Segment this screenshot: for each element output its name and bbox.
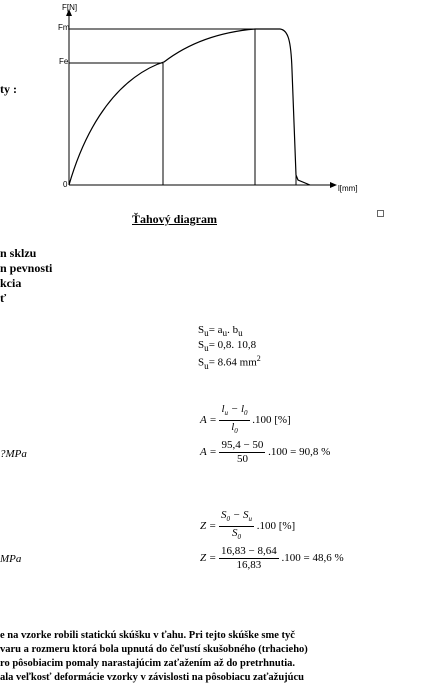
paragraph	[0, 629, 308, 685]
fragment-line3: kcia	[0, 276, 22, 290]
elongation-formula: A = $\frac{l_u - l_0}{l_0}$ .100 [%]	[200, 403, 291, 436]
tick-label-fe: Fe	[59, 57, 69, 66]
fragment-line4: ť	[0, 291, 7, 305]
fragment-line1: n sklzu	[0, 246, 37, 260]
origin-label: 0	[63, 180, 68, 189]
area-line-3: $S_u= 8.64$ $mm^2$	[198, 354, 261, 371]
elongation-result: A = $\frac{95,4 - 50}{50}$ .100 = 90,8 %	[200, 439, 331, 465]
paragraph-line: e na vzorke robili statickú skúšku v ťahu. Pri tejto skúške sme tyč	[0, 630, 295, 641]
y-axis-label: F[N]	[62, 3, 78, 12]
area-line-2: $S_u= 0,8$. 10,8	[198, 339, 257, 354]
small-square-marker	[377, 210, 384, 217]
reduction-result: Z = $\frac{16,83 - 8,64}{16,83}$ .100 = 48,6 %	[200, 545, 344, 571]
chart-title: Ťahový diagram	[132, 212, 218, 226]
fragment-ty: ty :	[0, 82, 17, 96]
x-axis-label: l[mm]	[338, 184, 358, 193]
reduction-formula: Z = $\frac{S_0 - S_u}{S_0}$ .100 [%]	[200, 509, 296, 542]
paragraph-line: varu a rozmeru ktorá bola upnutá do čeľustí skušobného (trhacieho)	[0, 644, 308, 655]
area-line-1: $S_u= a_u$. $b_u$	[198, 324, 243, 339]
fragment-line2: n pevnosti	[0, 261, 53, 275]
paragraph-line: ro pôsobiacim pomaly narastajúcim zaťažením až do pretrhnutia.	[0, 658, 295, 669]
paragraph-line: ala veľkosť deformácie vzorky v závislosti na pôsobiacu zaťažujúcu	[0, 672, 305, 683]
tensile-chart	[0, 0, 437, 230]
fragment-mpa1: ?MPa	[0, 448, 27, 460]
x-axis-arrow	[330, 182, 337, 188]
stress-strain-curve	[69, 29, 310, 185]
tick-label-fm: Fm	[58, 23, 70, 32]
fragment-mpa2: MPa	[0, 553, 22, 565]
